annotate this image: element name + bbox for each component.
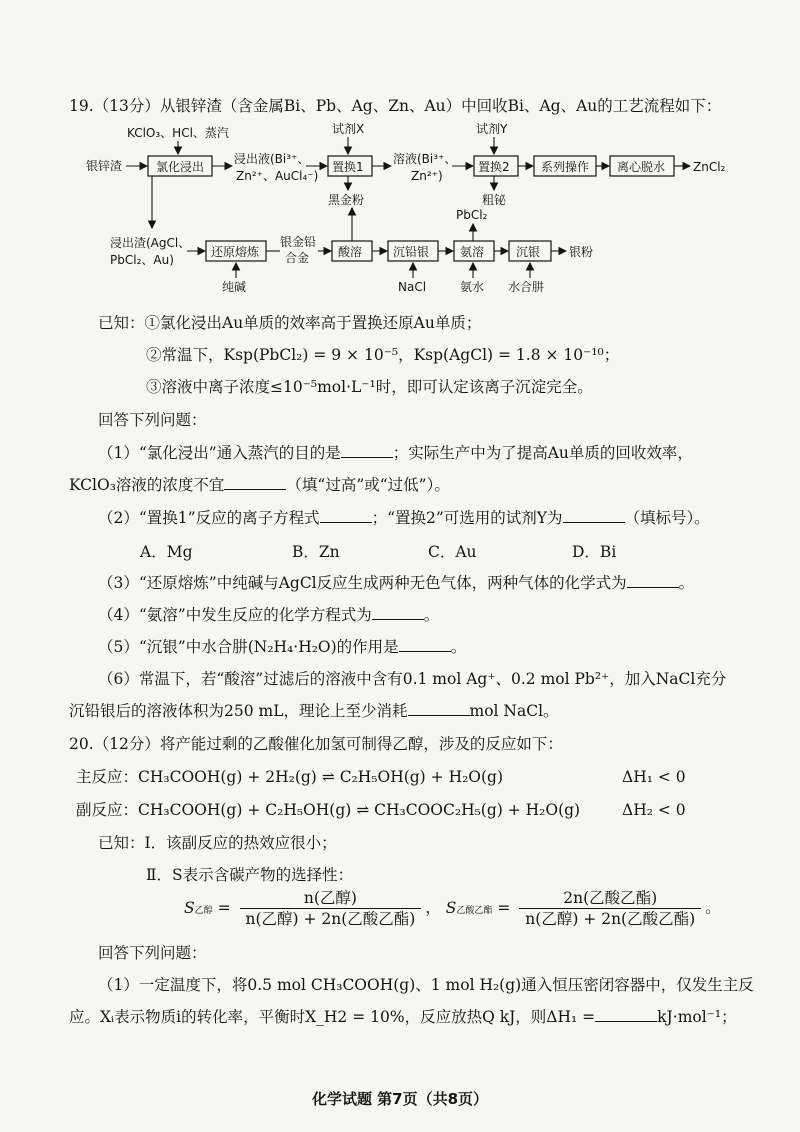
q20-known2: Ⅱ．S表示含碳产物的选择性： xyxy=(146,866,354,884)
q19-part6-line2: 沉铅银后的溶液体积为250 mL，理论上至少消耗 mol NaCl。 xyxy=(69,702,559,720)
answer-blank[interactable] xyxy=(372,605,424,620)
flow-crude-bi: 粗铋 xyxy=(482,193,507,207)
answer-blank[interactable] xyxy=(627,573,679,588)
s-ester: S乙酸乙酯 = xyxy=(445,898,511,917)
q20-side-dh: ΔH₂ < 0 xyxy=(622,801,686,819)
q19-answer-prompt: 回答下列问题： xyxy=(98,411,207,429)
q19-part2: （2）“置换1”反应的离子方程式 ；“置换2”可选用的试剂Y为 （填标号）。 xyxy=(98,509,710,527)
q19-known2: ②常温下，Ksp(PbCl₂) = 9 × 10⁻⁵，Ksp(AgCl) = 1.8 × 10⁻¹⁰； xyxy=(146,346,620,364)
answer-blank[interactable] xyxy=(595,1007,657,1022)
s-ethanol-fraction: $\frac{\text{n(乙醇)}}{\text{n(乙醇) + 2n(乙酸乙酯)}}$ xyxy=(240,888,422,929)
q19-known3: ③溶液中离子浓度≤10⁻⁵mol·L⁻¹时，即可认定该离子沉淀完全。 xyxy=(146,378,593,396)
flow-ammonia: 氨水 xyxy=(460,280,485,294)
q20-answer-prompt: 回答下列问题： xyxy=(98,944,207,962)
flow-silver-powder: 银粉 xyxy=(569,245,594,259)
answer-blank[interactable] xyxy=(341,443,393,458)
flow-black-gold: 黑金粉 xyxy=(328,193,365,207)
s-ester-fraction: $\frac{\text{2n(乙酸乙酯)}}{\text{n(乙醇) + 2n(乙酸乙酯)}}$ xyxy=(519,888,701,929)
flow-chlorination: 氯化浸出 xyxy=(156,160,205,174)
answer-blank[interactable] xyxy=(224,475,286,490)
q19-header: 19.（13分）从银锌渣（含金属Bi、Pb、Ag、Zn、Au）中回收Bi、Ag、Au的工艺流程如下： xyxy=(69,97,722,115)
q20-known1: 已知：Ⅰ．该副反应的热效应很小； xyxy=(98,834,337,852)
flow-zncl2: ZnCl₂ xyxy=(693,160,726,174)
q20-main-reaction: 主反应：CH₃COOH(g) + 2H₂(g) ⇌ C₂H₅OH(g) + H₂O(g) xyxy=(76,768,504,786)
flow-reduction: 还原熔炼 xyxy=(211,245,260,259)
flow-series: 系列操作 xyxy=(541,160,590,174)
flow-centrifuge: 离心脱水 xyxy=(617,160,666,174)
flow-solution2: Zn²⁺) xyxy=(411,169,443,183)
answer-blank[interactable] xyxy=(408,701,470,716)
flow-nacl: NaCl xyxy=(398,280,427,294)
q20-side-reaction: 副反应：CH₃COOH(g) + C₂H₅OH(g) ⇌ CH₃COOC₂H₅(g) + H₂O(g) xyxy=(76,801,581,819)
option-d: D．Bi xyxy=(572,543,617,561)
q19-part6-line1: （6）常温下，若“酸溶”过滤后的溶液中含有0.1 mol Ag⁺、0.2 mol Pb²⁺，加入NaCl充分 xyxy=(98,670,727,688)
q19-part5: （5）“沉银”中水合肼(N₂H₄·H₂O)的作用是 。 xyxy=(98,638,467,656)
flow-soda: 纯碱 xyxy=(222,280,247,294)
flow-solution: 溶液(Bi³⁺、 xyxy=(393,152,457,166)
flow-reagent-x: 试剂X xyxy=(332,122,365,136)
answer-blank[interactable] xyxy=(320,508,372,523)
q19-part4: （4）“氨溶”中发生反应的化学方程式为 。 xyxy=(98,606,440,624)
flow-residue: 浸出渣(AgCl、 xyxy=(110,236,191,250)
flow-reagent1: KClO₃、HCl、蒸汽 xyxy=(127,126,229,140)
option-a: A．Mg xyxy=(140,543,193,561)
selectivity-formulas: S乙醇 = $\frac{\text{n(乙醇)}}{\text{n(乙醇) + 2n(乙酸乙酯)}}$ ， S乙酸乙酯 = $\frac{\text{2n(乙酸乙酯)}}{\text{n(乙醇) + 2n(乙酸乙酯)}}$ 。 xyxy=(184,889,721,928)
flow-precipitate-pb: 沉铅银 xyxy=(393,245,430,259)
q20-header: 20.（12分）将产能过剩的乙酸催化加氢可制得乙醇，涉及的反应如下： xyxy=(69,735,563,753)
flow-pbcl2: PbCl₂ xyxy=(456,208,488,222)
answer-blank[interactable] xyxy=(563,508,625,523)
q19-part1-line1: （1）“氯化浸出”通入蒸汽的目的是 ；实际生产中为了提高Au单质的回收效率， xyxy=(98,444,693,462)
flow-reagent-y: 试剂Y xyxy=(476,122,508,136)
q19-part3: （3）“还原熔炼”中纯碱与AgCl反应生成两种无色气体，两种气体的化学式为 。 xyxy=(98,574,695,592)
flow-leachate: 浸出液(Bi³⁺、 xyxy=(234,152,310,166)
flow-residue2: PbCl₂、Au) xyxy=(110,253,174,267)
flow-acid: 酸溶 xyxy=(338,245,363,259)
flow-alloy: 银金铅 xyxy=(280,235,317,249)
flow-start: 银锌渣 xyxy=(86,159,123,173)
s-ethanol: S乙醇 = xyxy=(184,898,231,917)
q19-known1: 已知：①氯化浸出Au单质的效率高于置换还原Au单质； xyxy=(98,314,482,332)
flow-alloy2: 合金 xyxy=(285,251,310,265)
page-footer: 化学试题 第7页（共8页） xyxy=(311,1090,489,1108)
flow-precipitate-ag: 沉银 xyxy=(516,245,541,259)
q20-part1-line2: 应。Xᵢ表示物质i的转化率，平衡时X_H2 = 10%，反应放热Q kJ，则ΔH₁ = kJ·mol⁻¹； xyxy=(69,1008,737,1026)
q19-part1-line2: KClO₃溶液的浓度不宜 （填“过高”或“过低”）。 xyxy=(69,476,450,494)
q20-main-dh: ΔH₁ < 0 xyxy=(622,768,686,786)
q20-part1-line1: （1）一定温度下，将0.5 mol CH₃COOH(g)、1 mol H₂(g)通入恒压密闭容器中，仅发生主反 xyxy=(98,976,754,994)
flow-hydrazine: 水合肼 xyxy=(508,280,545,294)
flow-replace1: 置换1 xyxy=(332,160,364,174)
flow-replace2: 置换2 xyxy=(478,160,510,174)
option-c: C．Au xyxy=(428,543,477,561)
flow-leachate2: Zn²⁺、AuCl₄⁻) xyxy=(236,169,319,183)
flow-ammonia-dissolve: 氨溶 xyxy=(460,245,485,259)
process-flowchart xyxy=(0,0,800,330)
option-b: B．Zn xyxy=(292,543,340,561)
answer-blank[interactable] xyxy=(399,637,451,652)
